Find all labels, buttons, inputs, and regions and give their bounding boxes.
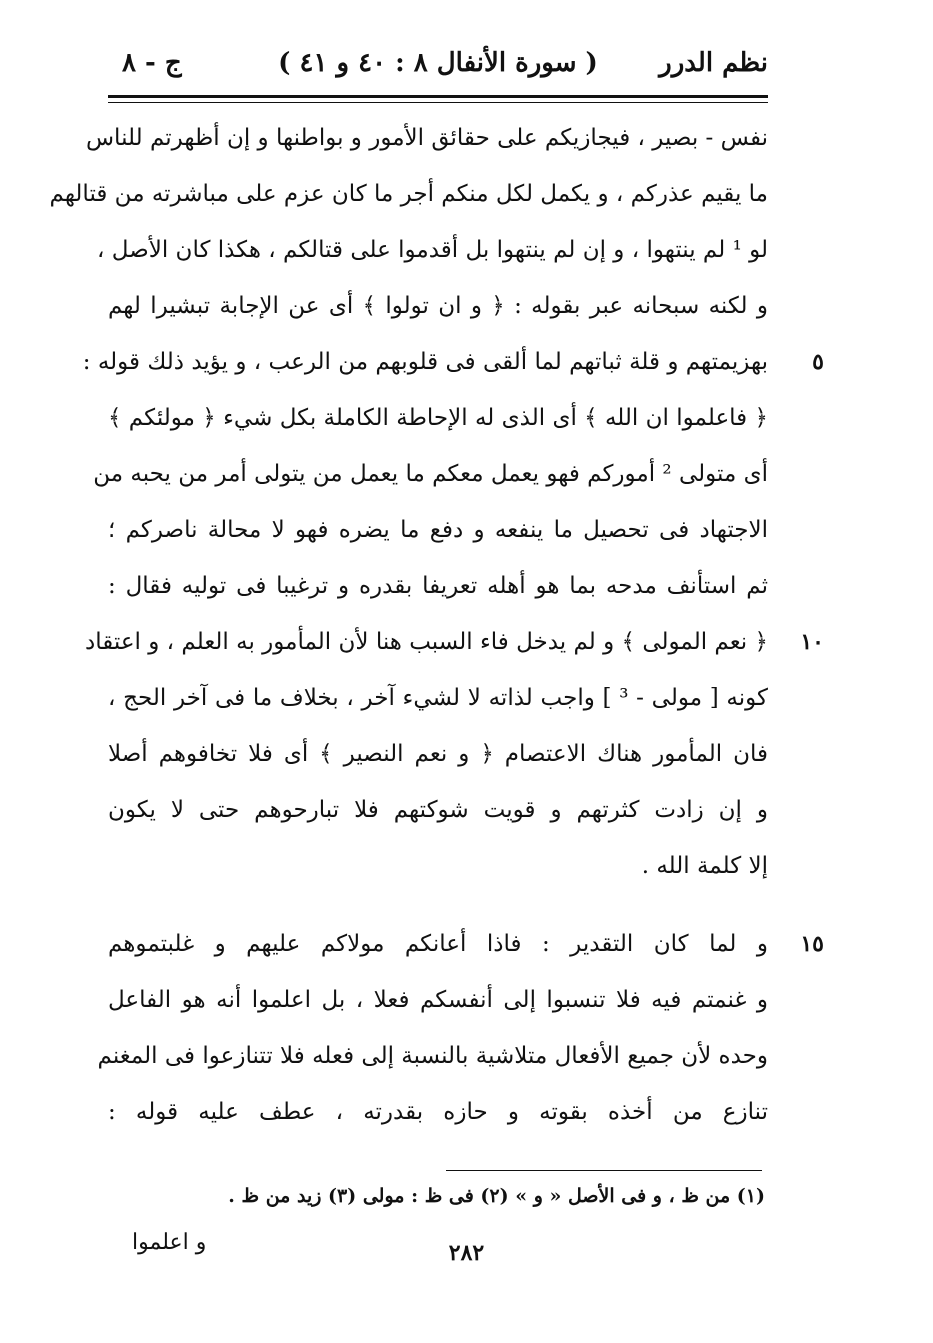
text-line: ثم استأنف مدحه بما هو أهله تعريفا بقدره و ترغيبا فى توليه فقال : [108,573,768,599]
text-line: الاجتهاد فى تحصيل ما ينفعه و دفع ما يضره فهو لا محالة ناصركم ؛ [108,517,768,543]
text-line: إلا كلمة الله . [641,853,768,879]
header-rule-thick [108,95,768,98]
catchword: و اعلموا [132,1230,207,1255]
surah-reference: ( سورة الأنفال ٨ : ٤٠ و ٤١ ) [278,48,598,78]
text-line [85,614,824,670]
text-line: وحده لأن جميع الأفعال متلاشية بالنسبة إلى فعله فلا تتنازعوا فى المغنم [97,1043,768,1069]
line-number: ١٠ [800,629,824,655]
text-line: فان المأمور هناك الاعتصام ﴿ و نعم النصير ﴾ أى فلا تخافوهم أصلا [108,741,768,767]
text-line: تنازع من أخذه بقوته و حازه بقدرته ، عطف عليه قوله : [108,1099,768,1125]
text-line: كونه [ مولى - ³ ] واجب لذاته لا لشيء آخر ، بخلاف ما فى آخر الحج ، [108,685,768,711]
text-line: أى متولى ² أموركم فهو يعمل معكم ما يعمل من يتولى أمر من يحبه من [93,461,768,487]
text-line: ﴿ فاعلموا ان الله ﴾ أى الذى له الإحاطة الكاملة بكل شيء ﴿ مولئكم ﴾ [108,405,768,431]
line-number: ١٥ [800,931,824,957]
volume-number: ج - ٨ [122,48,182,78]
text-line: نفس - بصير ، فيجازيكم على حقائق الأمور و بواطنها و إن أظهرتم للناس [85,125,768,151]
text-line [108,916,824,972]
footnote: (١) من ظ ، و فى الأصل « و » (٢) فى ظ : مولى (٣) زيد من ظ . [228,1185,765,1207]
text-line: ما يقيم عذركم ، و يكمل لكل منكم أجر ما كان عزم على مباشرته من قتالهم [49,181,768,207]
text-line: لو ¹ لم ينتهوا ، و إن لم ينتهوا بل أقدموا على قتالكم ، هكذا كان الأصل ، [97,237,768,263]
text-line-content: و لما كان التقدير : فاذا أعانكم مولاكم عليهم و غلبتموهم [108,931,768,957]
text-line-content: ﴿ نعم المولى ﴾ و لم يدخل فاء السبب هنا لأن المأمور به العلم ، و اعتقاد [85,629,768,655]
line-number: ٥ [812,349,824,375]
page-number: ٢٨٢ [448,1240,485,1266]
running-header [108,48,768,88]
text-line: و غنمتم فيه فلا تنسبوا إلى أنفسكم فعلا ، بل اعلموا أنه هو الفاعل [108,987,768,1013]
text-line: و إن زادت كثرتهم و قويت شوكتهم فلا تبارحوهم حتى لا يكون [108,797,768,823]
main-text [49,110,824,1140]
book-title: نظم الدرر [659,48,768,78]
header-rule-thin [108,102,768,103]
text-line-content: بهزيمتهم و قلة ثباتهم لما ألقى فى قلوبهم من الرعب ، و يؤيد ذلك قوله : [82,349,768,375]
text-line: و لكنه سبحانه عبر بقوله : ﴿ و ان تولوا ﴾ أى عن الإجابة تبشيرا لهم [108,293,768,319]
text-line [82,334,824,390]
footnote-rule [446,1170,762,1171]
